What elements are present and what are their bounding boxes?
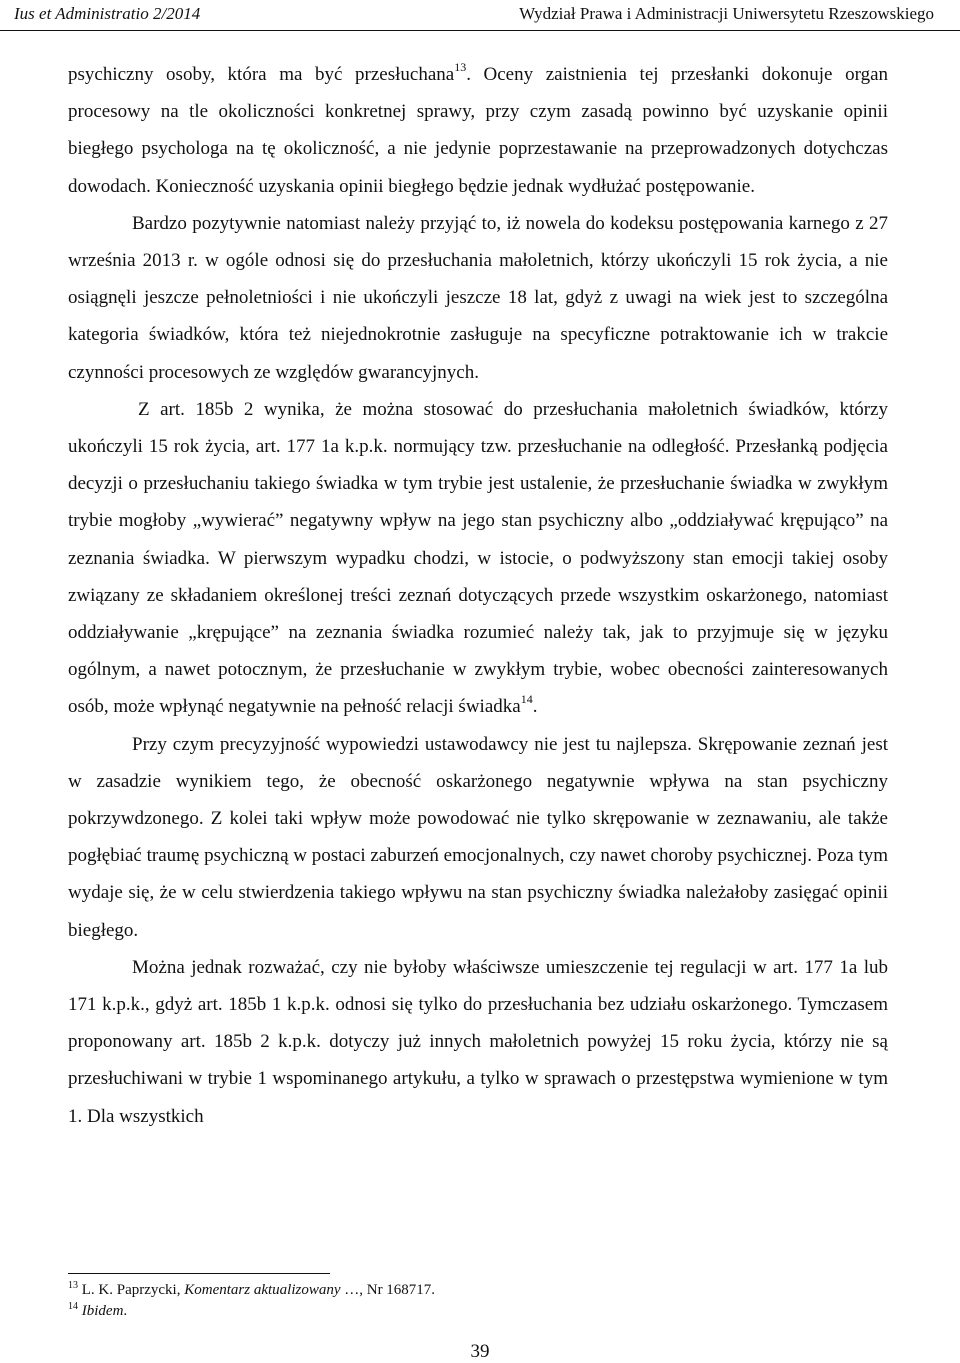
footnote-number: 14 (68, 1301, 78, 1312)
paragraph-3-text-b: . (532, 696, 538, 718)
footnote (68, 1280, 888, 1301)
footnotes (68, 1280, 888, 1322)
paragraph-1 (68, 56, 888, 205)
footnote-ref-13: 13 (454, 60, 467, 74)
footnote-number: 13 (68, 1280, 78, 1291)
faculty-name: Wydział Prawa i Administracji Uniwersytetu Rzeszowskiego (519, 4, 934, 23)
paragraph-1-text-a: psychiczny osoby, która ma być przesłuchana (68, 64, 455, 85)
paragraph-3-text-a: Z art. 185b 2 wynika, że można stosować do przesłuchania małoletnich świadków, którzy ukończyli 15 rok życia, art. 177 1a k.p.k. normujący tzw. przesłuchanie na odległość. Przesłanką podjęcia decyzji o przesłuchaniu takiego świadka w tym trybie jest ustalenie, że przesłuchanie świadka w zwykłym trybie mogłoby „wywierać” negatywny wpływ na jego stan psychiczny albo „oddziaływać krępująco” na zeznania świadka. W pierwszym wypadku chodzi, w istocie, o podwyższony stan emocji takiej osoby związany ze składaniem określonej treści zeznań dotyczących przede wszystkim oskarżonego, natomiast oddziaływanie „krępujące” na zeznania świadka rozumieć należy tak, jak to przyjmuje się w języku ogólnym, a nawet potocznym, że przesłuchanie w zwykłym trybie, wobec obecności zainteresowanych osób, może wpłynąć negatywnie na pełność relacji świadka (68, 398, 888, 718)
footnote-separator (68, 1273, 330, 1274)
paragraph-1-text-b: . Oceny zaistnienia tej przesłanki dokonuje organ procesowy na tle okoliczności konkretnej sprawy, przy czym zasadą powinno być uzyskanie opinii biegłego psychologa na tę okoliczność, a nie jedynie poprzestawanie na przeprowadzonych dotychczas dowodach. Konieczność uzyskania opinii biegłego będzie jednak wydłużać postępowanie. (68, 64, 889, 197)
page-number: 39 (470, 1341, 490, 1362)
paragraph-2: Bardzo pozytywnie natomiast należy przyjąć to, iż nowela do kodeksu postępowania karnego z 27 września 2013 r. w ogóle odnosi się do przesłuchania małoletnich, którzy ukończyli 15 rok życia, a nie osiągnęli jeszcze pełnoletniości i nie ukończyli jeszcze 18 lat, gdyż z uwagi na wiek jest to szczególna kategoria świadków, która też niejednokrotnie zasługuje na specyficzne potraktowanie ich w trakcie czynności procesowych ze względów gwarancyjnych. (68, 212, 888, 383)
paragraph-3 (68, 391, 888, 726)
paragraph-5: Można jednak rozważać, czy nie byłoby właściwsze umieszczenie tej regulacji w art. 177 1a lub 171 k.p.k., gdyż art. 185b 1 k.p.k. odnosi się tylko do przesłuchania bez udziału oskarżonego. Tymczasem proponowany art. 185b 2 k.p.k. dotyczy już innych małoletnich powyżej 15 roku życia, którzy nie są przesłuchiwani w trybie 1 wspominanego artykułu, a tylko w sprawach o przestępstwa wymienione w tym 1. Dla wszystkich (68, 956, 888, 1127)
journal-title: Ius et Administratio 2/2014 (14, 4, 201, 23)
footnote-ref-14: 14 (520, 692, 533, 707)
footnote-text: L. K. Paprzycki, (81, 1282, 185, 1298)
footnote-title: Komentarz aktualizowany (184, 1282, 341, 1298)
running-header (0, 0, 960, 33)
footnote-text-end: …, Nr 168717. (340, 1282, 436, 1298)
footnote-title: Ibidem (81, 1303, 124, 1319)
footnote (68, 1301, 888, 1322)
footnote-text-end: . (123, 1303, 128, 1319)
header-rule (0, 30, 960, 31)
paragraph-4: Przy czym precyzyjność wypowiedzi ustawodawcy nie jest tu najlepsza. Skrępowanie zeznań jest w zasadzie wynikiem tego, że obecność oskarżonego negatywnie wpływa na stan psychiczny pokrzywdzonego. Z kolei taki wpływ może powodować nie tylko skrępowanie w zeznawaniu, ale także pogłębiać traumę psychiczną w postaci zaburzeń emocjonalnych, czy nawet choroby psychicznej. Poza tym wydaje się, że w celu stwierdzenia takiego wpływu na stan psychiczny świadka należałoby zasięgać opinii biegłego. (68, 733, 888, 941)
body-text (68, 56, 888, 1135)
